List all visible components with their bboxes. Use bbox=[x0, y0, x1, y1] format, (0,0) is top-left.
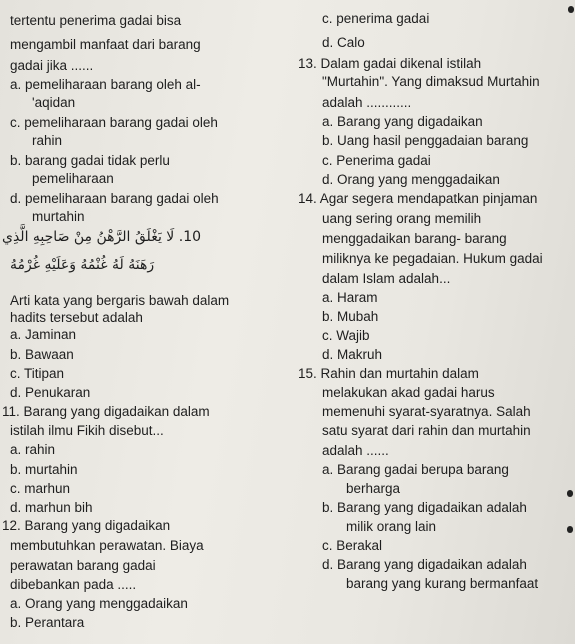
right-text-line: memenuhi syarat-syaratnya. Salah bbox=[322, 404, 531, 419]
right-text-line: adalah ............ bbox=[322, 95, 412, 110]
binding-mark bbox=[568, 6, 574, 13]
arabic-text-line: 10. لَا يَغْلَقُ الرَّهْنُ مِنْ صَاحِبِهِ الَّذِي bbox=[2, 229, 202, 245]
left-text-line: a. Jaminan bbox=[10, 327, 77, 342]
right-text-line: a. Haram bbox=[322, 290, 378, 305]
left-text-line: b. murtahin bbox=[10, 462, 78, 477]
left-text-line: tertentu penerima gadai bisa bbox=[10, 13, 182, 28]
left-text-line: rahin bbox=[32, 133, 63, 148]
right-text-line: a. Barang yang digadaikan bbox=[322, 114, 483, 129]
left-text-line: 11. Barang yang digadaikan dalam bbox=[2, 404, 210, 419]
left-text-line: 'aqidan bbox=[32, 95, 76, 110]
arabic-text-line: رَهَنَهُ لَهُ غُنْمُهُ وَعَلَيْهِ غُرْمُهُ bbox=[10, 257, 155, 273]
right-text-line: b. Uang hasil penggadaian barang bbox=[322, 133, 529, 148]
right-text-line: satu syarat dari rahin dan murtahin bbox=[322, 423, 531, 438]
left-text-line: b. Perantara bbox=[10, 615, 85, 630]
left-text-line: membutuhkan perawatan. Biaya bbox=[10, 538, 204, 553]
right-text-line: c. Berakal bbox=[322, 538, 383, 553]
right-text-line: b. Barang yang digadaikan adalah bbox=[322, 500, 527, 515]
right-text-line: d. Makruh bbox=[322, 347, 383, 362]
right-text-line: 14. Agar segera mendapatkan pinjaman bbox=[298, 191, 538, 206]
left-text-line: c. pemeliharaan barang gadai oleh bbox=[10, 115, 218, 130]
right-text-line: c. penerima gadai bbox=[322, 11, 430, 26]
right-text-line: barang yang kurang bermanfaat bbox=[346, 576, 539, 591]
left-text-line: c. Titipan bbox=[10, 366, 65, 381]
right-text-line: adalah ...... bbox=[322, 443, 389, 458]
left-text-line: a. pemeliharaan barang oleh al- bbox=[10, 77, 201, 92]
right-text-line: miliknya ke pegadaian. Hukum gadai bbox=[322, 251, 543, 266]
left-text-line: perawatan barang gadai bbox=[10, 558, 156, 573]
right-text-line: uang sering orang memilih bbox=[322, 211, 482, 226]
left-text-line: b. barang gadai tidak perlu bbox=[10, 153, 170, 168]
right-text-line: melakukan akad gadai harus bbox=[322, 385, 495, 400]
left-text-line: Arti kata yang bergaris bawah dalam bbox=[10, 293, 230, 308]
right-text-line: menggadaikan barang- barang bbox=[322, 231, 507, 246]
left-text-line: 12. Barang yang digadaikan bbox=[2, 518, 171, 533]
right-text-line: dalam Islam adalah... bbox=[322, 271, 451, 286]
left-text-line: c. marhun bbox=[10, 481, 71, 496]
right-text-line: d. Barang yang digadaikan adalah bbox=[322, 557, 527, 572]
left-text-line: d. marhun bih bbox=[10, 500, 93, 515]
binding-mark bbox=[567, 490, 573, 497]
left-text-line: dibebankan pada ..... bbox=[10, 577, 137, 592]
right-text-line: d. Orang yang menggadaikan bbox=[322, 172, 500, 187]
left-text-line: hadits tersebut adalah bbox=[10, 310, 143, 325]
left-text-line: mengambil manfaat dari barang bbox=[10, 37, 201, 52]
right-text-line: milik orang lain bbox=[346, 519, 437, 534]
left-text-line: istilah ilmu Fikih disebut... bbox=[10, 423, 164, 438]
left-text-line: a. Orang yang menggadaikan bbox=[10, 596, 188, 611]
binding-mark bbox=[567, 526, 573, 533]
right-text-line: 13. Dalam gadai dikenal istilah bbox=[298, 56, 482, 71]
left-text-line: pemeliharaan bbox=[32, 171, 114, 186]
left-text-line: gadai jika ...... bbox=[10, 58, 94, 73]
left-text-line: d. Penukaran bbox=[10, 385, 91, 400]
right-text-line: d. Calo bbox=[322, 35, 365, 50]
right-text-line: berharga bbox=[346, 481, 401, 496]
left-text-line: a. rahin bbox=[10, 442, 56, 457]
right-text-line: c. Wajib bbox=[322, 328, 370, 343]
right-text-line: b. Mubah bbox=[322, 309, 379, 324]
right-text-line: c. Penerima gadai bbox=[322, 153, 431, 168]
left-text-line: d. pemeliharaan barang gadai oleh bbox=[10, 191, 219, 206]
right-text-line: "Murtahin". Yang dimaksud Murtahin bbox=[322, 74, 540, 89]
left-text-line: murtahin bbox=[32, 209, 85, 224]
left-text-line: b. Bawaan bbox=[10, 347, 74, 362]
right-text-line: a. Barang gadai berupa barang bbox=[322, 462, 509, 477]
right-text-line: 15. Rahin dan murtahin dalam bbox=[298, 366, 479, 381]
